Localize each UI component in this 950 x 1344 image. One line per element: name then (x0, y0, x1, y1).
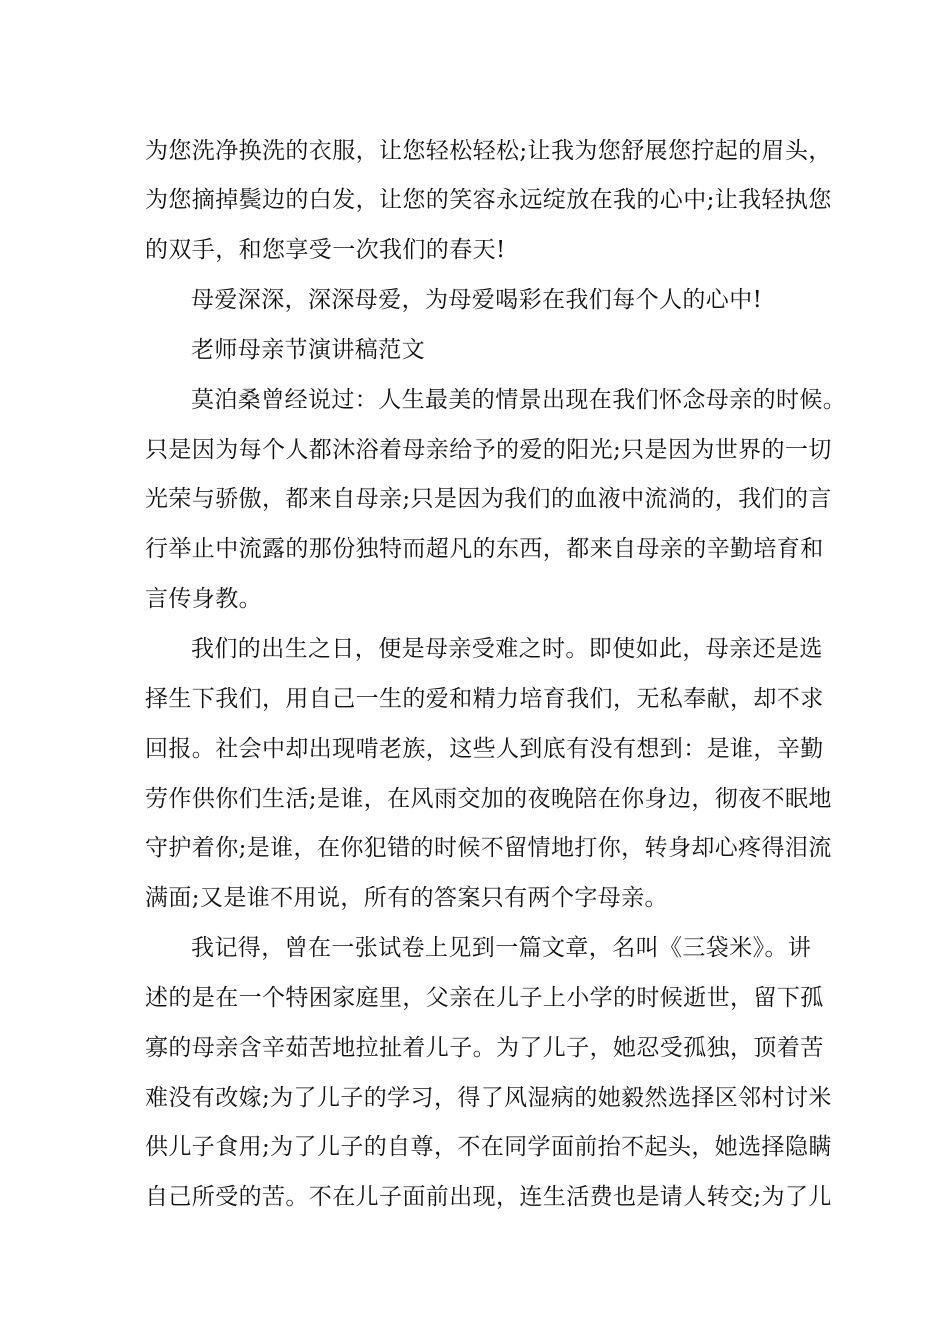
text-line: 言传身教。 (145, 586, 262, 612)
text-line: 光荣与骄傲，都来自母亲;只是因为我们的血液中流淌的，我们的言 (145, 486, 832, 512)
text-line: 为您摘掉鬓边的白发，让您的笑容永远绽放在我的心中;让我轻执您 (145, 187, 832, 213)
text-line: 满面;又是谁不用说，所有的答案只有两个字母亲。 (145, 885, 668, 911)
text-line: 自己所受的苦。不在儿子面前出现，连生活费也是请人转交;为了儿 (145, 1184, 832, 1210)
text-line: 劳作供你们生活;是谁，在风雨交加的夜晚陪在你身边，彻夜不眠地 (145, 786, 832, 812)
text-line: 择生下我们，用自己一生的爱和精力培育我们，无私奉献，却不求 (145, 686, 824, 712)
text-line: 我记得，曾在一张试卷上见到一篇文章，名叫《三袋米》。讲 (191, 935, 812, 961)
text-line: 为您洗净换洗的衣服，让您轻松轻松;让我为您舒展您拧起的眉头， (145, 138, 832, 164)
text-line: 回报。社会中却出现啃老族，这些人到底有没有想到：是谁，辛勤 (145, 736, 824, 762)
text-line: 母爱深深，深深母爱，为母爱喝彩在我们每个人的心中! (191, 287, 763, 313)
text-line: 行举止中流露的那份独特而超凡的东西，都来自母亲的辛勤培育和 (145, 536, 824, 562)
text-line: 莫泊桑曾经说过：人生最美的情景出现在我们怀念母亲的时候。 (191, 387, 847, 413)
text-line: 难没有改嫁;为了儿子的学习，得了风湿病的她毅然选择区邻村讨米 (145, 1085, 832, 1111)
text-line: 供儿子食用;为了儿子的自尊，不在同学面前抬不起头，她选择隐瞒 (145, 1134, 832, 1160)
section-heading: 老师母亲节演讲稿范文 (191, 337, 425, 363)
text-line: 只是因为每个人都沐浴着母亲给予的爱的阳光;只是因为世界的一切 (145, 437, 832, 463)
text-line: 寡的母亲含辛茹苦地拉扯着儿子。为了儿子，她忍受孤独，顶着苦 (145, 1035, 824, 1061)
text-line: 我们的出生之日，便是母亲受难之时。即使如此，母亲还是选 (191, 636, 823, 662)
text-line: 述的是在一个特困家庭里，父亲在儿子上小学的时候逝世，留下孤 (145, 985, 824, 1011)
text-line: 守护着你;是谁，在你犯错的时候不留情地打你，转身却心疼得泪流 (145, 835, 832, 861)
text-line: 的双手，和您享受一次我们的春天! (145, 237, 506, 263)
